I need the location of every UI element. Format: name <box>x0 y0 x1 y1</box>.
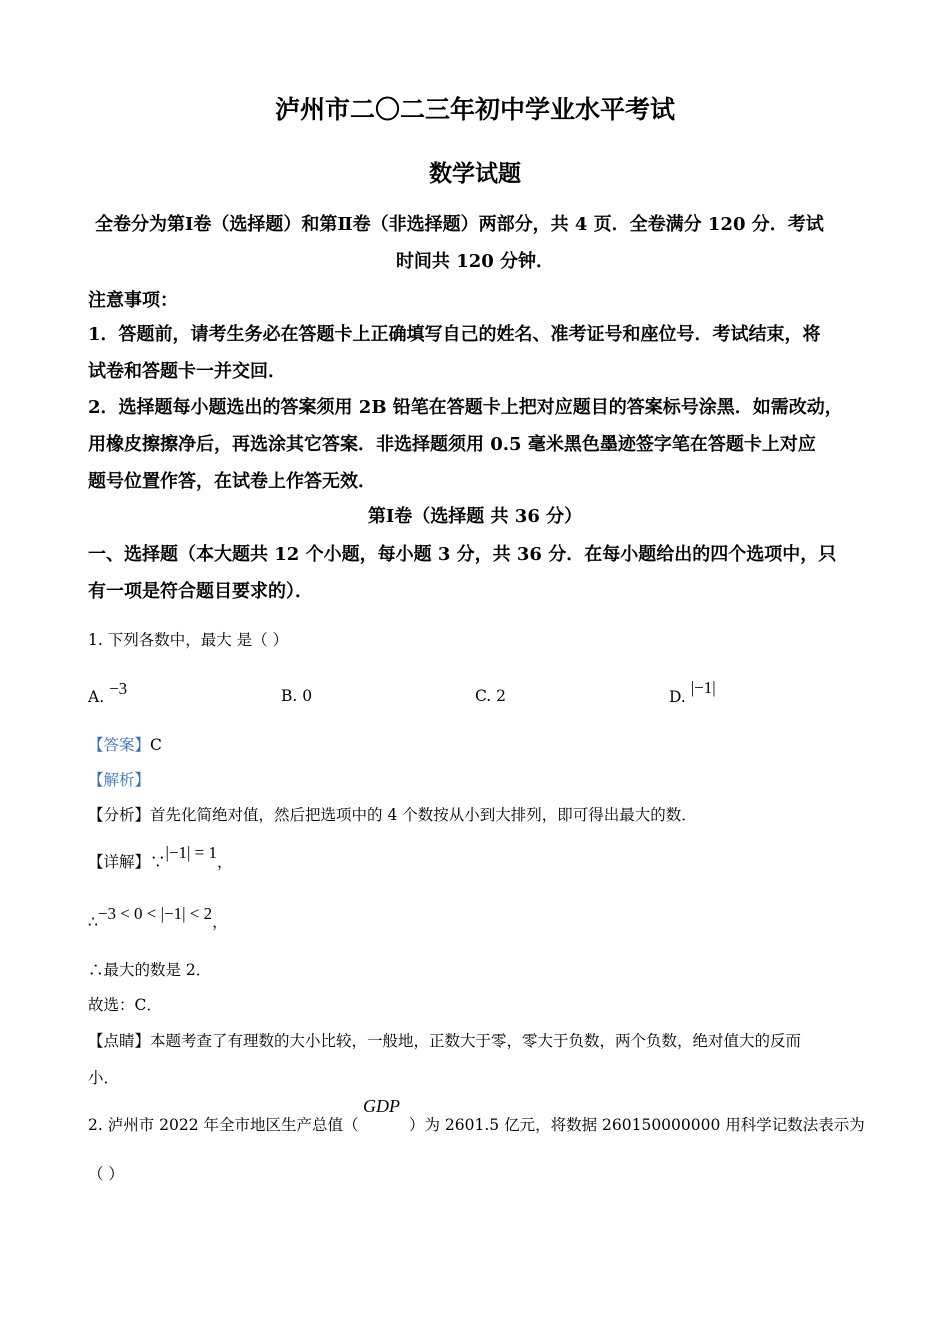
q2-gdp: GDP <box>363 1096 400 1116</box>
subject-title: 数学试题 <box>429 160 521 187</box>
detail-expression-2: −3 < 0 < |−1| < 2 <box>97 904 213 923</box>
notes-line-2: 试卷和答题卡一并交回． <box>88 361 286 382</box>
notes-heading: 注意事项： <box>88 290 178 311</box>
section-line-1: 一、选择题（本大题共 12 个小题，每小题 3 分，共 36 分．在每小题给出的四个选项中，只 <box>88 544 837 565</box>
analysis-tag: 【解析】 <box>88 771 151 789</box>
q1-stem: 1. 下列各数中，最大 是（ ） <box>88 631 289 649</box>
q1-answer <box>88 733 162 755</box>
q1-option-a <box>88 679 128 707</box>
q2-stem-after: ）为 2601.5 亿元，将数据 260150000000 用科学记数法表示为 <box>409 1116 865 1134</box>
section-line-2: 有一项是符合题目要求的）． <box>88 581 313 602</box>
part1-heading: 第Ⅰ卷（选择题 共 36 分） <box>367 506 583 527</box>
fenxi-tag: 【分析】 <box>88 806 151 824</box>
notes-line-4: 用橡皮擦擦净后，再选涂其它答案．非选择题须用 0.5 毫米黑色墨迹签字笔在答题卡上对应 <box>88 434 816 455</box>
answer-tag: 【答案】 <box>88 736 151 754</box>
intro-line-1: 全卷分为第Ⅰ卷（选择题）和第Ⅱ卷（非选择题）两部分，共 4 页．全卷满分 120 分．考试 <box>95 214 824 235</box>
comment-tag: 【点睛】 <box>88 1032 151 1050</box>
q1-option-b: B. 0 <box>281 687 313 705</box>
detail-comma: ， <box>217 853 233 871</box>
detail-expression-1: |−1| = 1 <box>165 843 218 862</box>
notes-line-1: 1．答题前，请考生务必在答题卡上正确填写自己的姓名、准考证号和座位号．考试结束，将 <box>88 324 821 345</box>
exam-title: 泸州市二〇二三年初中学业水平考试 <box>274 95 675 124</box>
q1-option-a-label: A. <box>88 688 105 706</box>
because-symbol: ∵ <box>150 853 166 871</box>
therefore-symbol: ∴ <box>88 913 98 931</box>
q1-option-a-value: −3 <box>109 679 128 698</box>
notes-line-5: 题号位置作答，在试卷上作答无效． <box>88 471 376 492</box>
q1-therefore <box>88 904 228 932</box>
q2-stem-before: 2. 泸州市 2022 年全市地区生产总值（ <box>88 1116 359 1134</box>
detail-tag: 【详解】 <box>88 853 151 871</box>
q1-fenxi <box>88 803 697 825</box>
q1-option-c: C. 2 <box>475 687 507 705</box>
q1-choice: 故选：C． <box>88 996 162 1014</box>
q1-option-d-label: D. <box>669 688 686 706</box>
q1-detail <box>88 843 233 872</box>
detail-comma-2: ， <box>212 913 228 931</box>
q1-option-d-value: |−1| <box>690 678 716 697</box>
notes-line-3: 2．选择题每小题选出的答案须用 2B 铅笔在答题卡上把对应题目的答案标号涂黑．如需改动， <box>88 397 843 418</box>
q2-paren: （ ） <box>88 1165 124 1183</box>
q1-comment <box>88 1029 801 1051</box>
q1-option-d <box>669 678 716 707</box>
answer-value: C <box>150 736 162 754</box>
q1-conclusion: ∴最大的数是 2． <box>88 961 212 979</box>
q1-comment-line-2: 小． <box>88 1069 120 1087</box>
fenxi-text: 首先化简绝对值，然后把选项中的 4 个数按从小到大排列，即可得出最大的数． <box>150 806 697 824</box>
comment-text: 本题考查了有理数的大小比较，一般地，正数大于零，零大于负数，两个负数，绝对值大的反而 <box>150 1032 802 1050</box>
intro-line-2: 时间共 120 分钟． <box>395 251 555 272</box>
